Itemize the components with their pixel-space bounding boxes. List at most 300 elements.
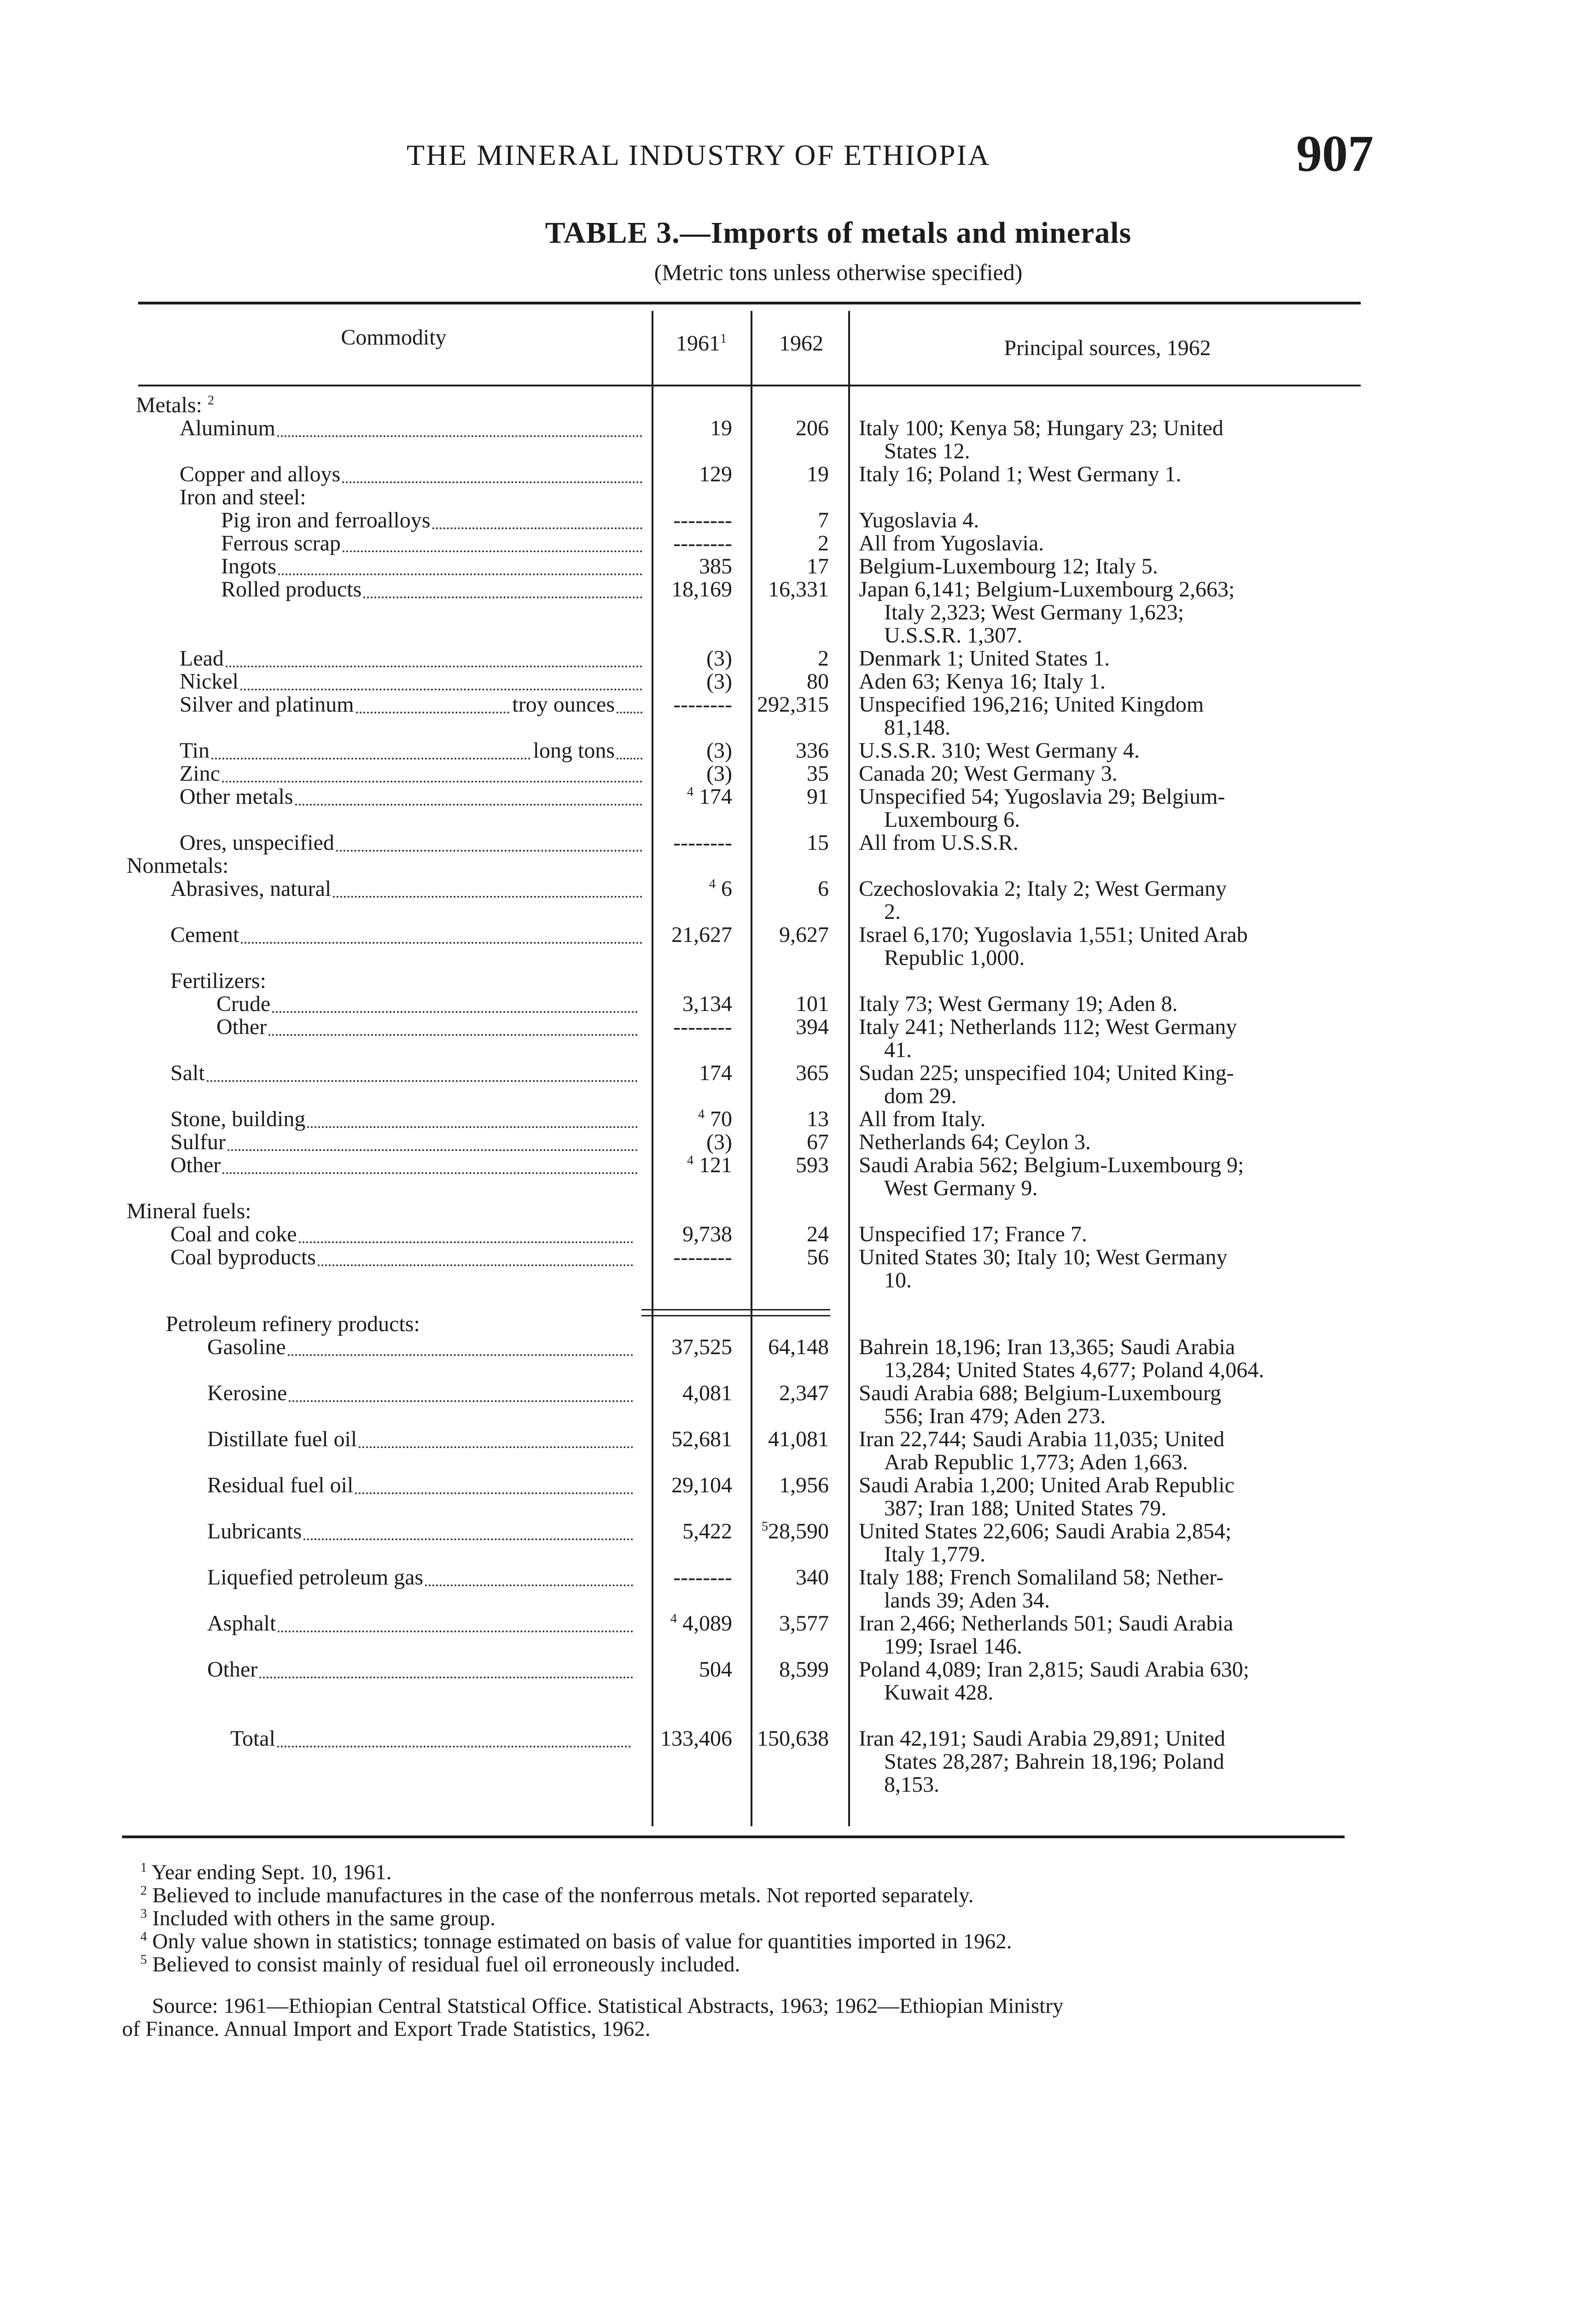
column-rule-3 (848, 311, 850, 1826)
principal-sources (859, 1566, 1365, 1612)
dot-leader (355, 1492, 633, 1494)
value-1962 (807, 1223, 829, 1246)
value-1961-text: (3) (706, 1130, 732, 1154)
value-1961 (687, 1154, 732, 1177)
source-line: Japan 6,141; Belgium-Luxembourg 2,663; (859, 577, 1235, 602)
source-line: U.S.S.R. 310; West Germany 4. (859, 738, 1140, 763)
principal-sources (859, 1727, 1365, 1796)
dot-leader (299, 1241, 633, 1243)
value-1961 (673, 1566, 732, 1589)
value-1961 (710, 417, 732, 440)
principal-sources (859, 670, 1365, 693)
principal-sources (859, 877, 1365, 924)
principal-sources (859, 1474, 1365, 1520)
value-1962-text: 8,599 (779, 1657, 829, 1682)
dot-leader (272, 1011, 638, 1013)
table-top-rule (138, 302, 1361, 304)
value-1962 (818, 647, 829, 670)
row-label: Coal and coke (170, 1222, 297, 1246)
header-sources: Principal sources, 1962 (1004, 336, 1211, 360)
row-label: Distillate fuel oil (207, 1427, 357, 1451)
row-label: Sulfur (170, 1130, 226, 1154)
row-label: Coal byproducts (170, 1245, 316, 1269)
value-1962-text: 19 (807, 462, 829, 486)
row-label: Zinc (180, 761, 220, 786)
value-1962-text: 64,148 (768, 1335, 829, 1359)
principal-sources (859, 647, 1365, 670)
value-1962 (807, 1131, 829, 1154)
value-1961-text: 18,169 (671, 577, 732, 602)
source-line: Italy 188; French Somaliland 58; Nether- (859, 1565, 1224, 1590)
source-line: West Germany 9. (884, 1176, 1038, 1200)
value-1962-text: 56 (807, 1245, 829, 1269)
principal-sources (859, 693, 1365, 739)
dot-leader (259, 1677, 633, 1678)
dot-leader (277, 1746, 631, 1748)
value-1961 (682, 993, 732, 1016)
value-1961-text: 3,134 (682, 992, 732, 1016)
value-1962 (807, 463, 829, 486)
row-label: Stone, building (170, 1107, 306, 1131)
footnote-text: Included with others in the same group. (152, 1906, 496, 1930)
value-1962-text: 6 (818, 877, 829, 901)
row-label: Mineral fuels: (127, 1199, 251, 1223)
footnote (140, 1884, 973, 1907)
column-rule-1 (652, 311, 653, 1826)
dot-leader (227, 1149, 638, 1151)
source-line: United States 22,606; Saudi Arabia 2,854; (859, 1519, 1232, 1543)
value-1961 (673, 1246, 732, 1269)
value-1961 (671, 578, 732, 601)
source-line: Aden 63; Kenya 16; Italy 1. (859, 669, 1106, 694)
row-label: Kerosine (207, 1381, 287, 1405)
value-1961-text: 121 (699, 1153, 732, 1177)
value-1961 (687, 785, 732, 808)
principal-sources (859, 417, 1365, 463)
value-1961 (706, 1131, 732, 1154)
value-1962-text: 206 (796, 416, 829, 440)
row-label: Nickel (180, 669, 239, 694)
value-1962 (807, 1246, 829, 1269)
dot-leader (359, 1446, 633, 1448)
value-1961 (706, 762, 732, 785)
dot-leader (268, 1034, 638, 1036)
value-1961 (673, 693, 732, 716)
page-number: 907 (1296, 125, 1374, 182)
value-1961 (660, 1727, 732, 1750)
footnote-mark: 2 (140, 1883, 147, 1898)
principal-sources (859, 785, 1365, 831)
source-line: 2. (884, 900, 901, 924)
dot-leader (211, 758, 530, 760)
value-1962 (779, 1474, 829, 1497)
dot-leader (342, 481, 642, 483)
footnote-text: Believed to consist mainly of residual fuel oil erroneously included. (152, 1952, 740, 1976)
footnote-text: Believed to include manufactures in the case of the nonferrous metals. Not reported separately. (152, 1883, 974, 1907)
dot-leader (425, 1584, 633, 1586)
value-1961-text: 133,406 (660, 1726, 732, 1751)
value-1962 (779, 924, 829, 947)
value-1961-text: 174 (699, 784, 732, 809)
value-1962-text: 13 (807, 1107, 829, 1131)
source-line: Belgium-Luxembourg 12; Italy 5. (859, 554, 1158, 579)
value-1962-text: 9,627 (779, 923, 829, 947)
value-1961 (670, 1612, 732, 1635)
dot-leader (222, 781, 642, 783)
value-1961-text: -------- (673, 1015, 732, 1039)
dot-leader (356, 712, 510, 713)
principal-sources (859, 739, 1365, 762)
source-line: Luxembourg 6. (884, 807, 1020, 832)
dot-leader (432, 527, 642, 529)
dot-leader (278, 573, 642, 575)
value-1962 (807, 555, 829, 578)
value-1961 (699, 1658, 732, 1681)
value-1961-text: -------- (673, 1245, 732, 1269)
value-1962 (779, 1658, 829, 1681)
source-line: States 28,287; Bahrein 18,196; Poland (884, 1749, 1224, 1774)
value-1961-text: 6 (721, 877, 732, 901)
value-1961-note: 4 (687, 1153, 693, 1168)
value-1961-text: 4,081 (682, 1381, 732, 1405)
value-1962-text: 150,638 (757, 1726, 829, 1751)
dot-leader (333, 896, 642, 898)
footnote-mark: 5 (140, 1952, 147, 1967)
subtotal-rule-1962-b (736, 1315, 830, 1316)
value-1961-text: 504 (699, 1657, 732, 1682)
dot-leader (617, 758, 642, 760)
value-1961 (671, 1428, 732, 1451)
table-subtitle: (Metric tons unless otherwise specified) (654, 259, 1023, 285)
value-1961-text: (3) (706, 646, 732, 671)
source-line: Iran 42,191; Saudi Arabia 29,891; United (859, 1726, 1225, 1751)
row-label: Petroleum refinery products: (166, 1312, 420, 1336)
row-label: Other (207, 1657, 258, 1682)
value-1962 (768, 578, 829, 601)
principal-sources (859, 1016, 1365, 1062)
dot-leader (226, 666, 642, 667)
value-1961-note: 4 (670, 1612, 677, 1626)
value-1962-text: 340 (796, 1565, 829, 1590)
value-1962 (807, 762, 829, 785)
principal-sources (859, 1382, 1365, 1428)
row-label: Silver and platinum (180, 692, 354, 717)
principal-sources (859, 509, 1365, 532)
source-line: Source: 1961—Ethiopian Central Statstical Office. Statistical Abstracts, 1963; 1962—Ethiopian Ministry (152, 1994, 1064, 2018)
value-1961-text: -------- (673, 1565, 732, 1590)
value-1961-text: 21,627 (671, 923, 732, 947)
source-line: Italy 2,323; West Germany 1,623; (884, 600, 1184, 625)
value-1962-text: 365 (796, 1061, 829, 1085)
value-1962 (779, 1612, 829, 1635)
source-line: 10. (884, 1268, 912, 1292)
value-1962 (762, 1520, 829, 1543)
source-line: Israel 6,170; Yugoslavia 1,551; United Arab (859, 923, 1248, 947)
value-1962 (796, 417, 829, 440)
source-line: Denmark 1; United States 1. (859, 646, 1110, 671)
header-1962: 1962 (779, 331, 823, 356)
row-label: Other (170, 1153, 221, 1177)
value-1961 (673, 532, 732, 555)
value-1962-text: 3,577 (779, 1611, 829, 1636)
value-1961-note: 4 (709, 877, 716, 891)
value-1962 (818, 877, 829, 900)
footnote-mark: 1 (140, 1860, 147, 1875)
value-1961 (706, 739, 732, 762)
value-1962-text: 7 (818, 508, 829, 532)
source-line: States 12. (884, 439, 970, 463)
dot-leader (363, 596, 642, 598)
value-1961 (699, 1062, 732, 1085)
row-label: Salt (170, 1061, 205, 1085)
value-1962-text: 41,081 (768, 1427, 829, 1451)
value-1962 (818, 532, 829, 555)
running-head-title: THE MINERAL INDUSTRY OF ETHIOPIA (407, 139, 991, 171)
row-label: Metals: $^2$ (136, 393, 214, 417)
value-1961 (709, 877, 732, 900)
principal-sources (859, 993, 1365, 1016)
value-1961-text: (3) (706, 738, 732, 763)
value-1962-text: 2 (818, 646, 829, 671)
row-label: Aluminum (180, 416, 276, 440)
row-label: Lead (180, 646, 224, 671)
footnote-text: Only value shown in statistics; tonnage estimated on basis of value for quantities imported in 1962. (152, 1929, 1012, 1953)
value-1961 (671, 1474, 732, 1497)
value-1961-text: -------- (673, 692, 732, 717)
dot-leader (318, 1264, 633, 1266)
value-1961-text: 385 (699, 554, 732, 579)
value-1962 (768, 1336, 829, 1359)
principal-sources (859, 532, 1365, 555)
source-line: Czechoslovakia 2; Italy 2; West Germany (859, 877, 1227, 901)
value-1962-text: 80 (807, 669, 829, 694)
column-rule-2 (751, 311, 752, 1826)
value-1961 (671, 924, 732, 947)
subtotal-rule-1962 (736, 1309, 830, 1310)
value-1962-text: 292,315 (757, 692, 829, 717)
principal-sources (859, 1520, 1365, 1566)
dot-leader (343, 550, 642, 552)
value-1961 (673, 1016, 732, 1039)
source-line: Italy 100; Kenya 58; Hungary 23; United (859, 416, 1223, 440)
row-label: Iron and steel: (180, 485, 306, 509)
value-1962 (818, 509, 829, 532)
source-line: 8,153. (884, 1772, 939, 1797)
value-1961 (698, 1108, 732, 1131)
value-1962-text: 15 (807, 830, 829, 855)
table-bottom-rule (122, 1835, 1345, 1838)
principal-sources (859, 924, 1365, 970)
source-line: dom 29. (884, 1084, 957, 1108)
principal-sources (859, 1062, 1365, 1108)
value-1962-text: 35 (807, 761, 829, 786)
value-1961 (682, 1382, 732, 1405)
source-line: 387; Iran 188; United States 79. (884, 1496, 1167, 1520)
value-1962 (779, 1382, 829, 1405)
source-line: Republic 1,000. (884, 946, 1025, 970)
value-1962-text: 16,331 (768, 577, 829, 602)
dot-leader (277, 435, 642, 437)
value-1962-text: 593 (796, 1153, 829, 1177)
value-1962-text: 101 (796, 992, 829, 1016)
header-1961-note: 1 (720, 332, 727, 346)
value-1962-text: 17 (807, 554, 829, 579)
source-line: Sudan 225; unspecified 104; United King- (859, 1061, 1234, 1085)
principal-sources (859, 1612, 1365, 1658)
source-line: of Finance. Annual Import and Export Trade Statistics, 1962. (122, 2017, 651, 2041)
source-line: Netherlands 64; Ceylon 3. (859, 1130, 1091, 1154)
principal-sources (859, 762, 1365, 785)
principal-sources (859, 578, 1365, 647)
source-line: 199; Israel 146. (884, 1634, 1022, 1659)
row-label: Cement (170, 923, 239, 947)
footnote-mark: 3 (140, 1906, 147, 1921)
row-label: Rolled products (221, 577, 362, 602)
value-1962-note: 5 (762, 1520, 768, 1534)
dot-leader (617, 712, 642, 713)
principal-sources (859, 463, 1365, 486)
value-1961 (699, 463, 732, 486)
value-1962 (807, 785, 829, 808)
row-label: Gasoline (207, 1335, 286, 1359)
value-1962 (796, 1062, 829, 1085)
footnote-mark: 4 (140, 1929, 147, 1944)
source-line: Italy 73; West Germany 19; Aden 8. (859, 992, 1178, 1016)
source-line: Iran 22,744; Saudi Arabia 11,035; United (859, 1427, 1225, 1451)
value-1962-text: 28,590 (768, 1519, 829, 1543)
dot-leader (307, 1126, 638, 1128)
source-line: Saudi Arabia 562; Belgium-Luxembourg 9; (859, 1153, 1244, 1177)
row-label: Residual fuel oil (207, 1473, 354, 1497)
row-label: Asphalt (207, 1611, 276, 1636)
footnote (140, 1953, 740, 1976)
row-label: Tin (180, 738, 210, 763)
source-line: All from Italy. (859, 1107, 986, 1131)
source-line: Unspecified 54; Yugoslavia 29; Belgium- (859, 784, 1225, 809)
header-commodity: Commodity (341, 325, 447, 350)
dot-leader (336, 850, 642, 852)
value-1962 (796, 1566, 829, 1589)
source-line: 41. (884, 1038, 912, 1062)
source-line: Poland 4,089; Iran 2,815; Saudi Arabia 630; (859, 1657, 1249, 1682)
row-label: Pig iron and ferroalloys (221, 508, 431, 532)
source-line: Yugoslavia 4. (859, 508, 979, 532)
value-1962-text: 1,956 (779, 1473, 829, 1497)
row-label: Total (230, 1726, 275, 1751)
value-1961-text: -------- (673, 508, 732, 532)
value-1961 (706, 647, 732, 670)
row-label: Crude (216, 992, 271, 1016)
source-line: Italy 1,779. (884, 1542, 985, 1567)
value-1961-text: 37,525 (671, 1335, 732, 1359)
subtotal-rule-1961 (641, 1309, 736, 1310)
value-1961-text: (3) (706, 761, 732, 786)
row-label-note: 2 (207, 393, 214, 408)
principal-sources (859, 1428, 1365, 1474)
source-line: Italy 241; Netherlands 112; West Germany (859, 1015, 1237, 1039)
row-label: Fertilizers: (170, 969, 266, 993)
row-label: Liquefied petroleum gas (207, 1565, 424, 1590)
source-line: lands 39; Aden 34. (884, 1588, 1050, 1613)
row-label: Nonmetals: (127, 853, 229, 878)
principal-sources (859, 831, 1365, 854)
source-line: Unspecified 196,216; United Kingdom (859, 692, 1204, 717)
value-1961-text: -------- (673, 830, 732, 855)
value-1961-text: 9,738 (682, 1222, 732, 1246)
footnote (140, 1907, 495, 1930)
value-1962-text: 24 (807, 1222, 829, 1246)
value-1961 (673, 831, 732, 854)
value-1961-note: 4 (687, 785, 693, 799)
dot-leader (240, 689, 642, 690)
principal-sources (859, 555, 1365, 578)
value-1962 (796, 993, 829, 1016)
value-1961-text: 70 (710, 1107, 732, 1131)
subtotal-rule-1961-b (641, 1315, 736, 1316)
principal-sources (859, 1108, 1365, 1131)
value-1962 (796, 739, 829, 762)
dot-leader (278, 1631, 633, 1632)
source-line: Saudi Arabia 688; Belgium-Luxembourg (859, 1381, 1222, 1405)
source-line: 13,284; United States 4,677; Poland 4,064. (884, 1358, 1264, 1382)
value-1962 (757, 693, 829, 716)
dot-leader (288, 1354, 633, 1356)
value-1961-text: 174 (699, 1061, 732, 1085)
source-line: 556; Iran 479; Aden 273. (884, 1404, 1106, 1428)
value-1962-text: 394 (796, 1015, 829, 1039)
dot-leader (303, 1538, 633, 1540)
row-label: Other (216, 1015, 267, 1039)
principal-sources (859, 1223, 1365, 1246)
value-1962 (807, 1108, 829, 1131)
header-1961-label: 1961 (676, 331, 720, 356)
value-1961-note: 4 (698, 1107, 705, 1122)
source-line: Bahrein 18,196; Iran 13,365; Saudi Arabia (859, 1335, 1235, 1359)
value-1961 (682, 1520, 732, 1543)
header-rule (138, 385, 1361, 386)
value-1961 (673, 509, 732, 532)
row-label: Ingots (221, 554, 276, 579)
value-1961 (699, 555, 732, 578)
source-line: U.S.S.R. 1,307. (884, 623, 1023, 648)
value-1961-text: (3) (706, 669, 732, 694)
dot-leader (241, 942, 642, 944)
source-line: Unspecified 17; France 7. (859, 1222, 1087, 1246)
header-1961 (653, 331, 750, 356)
value-1962-text: 336 (796, 738, 829, 763)
footnote-text: Year ending Sept. 10, 1961. (151, 1860, 392, 1884)
value-1962-text: 2 (818, 531, 829, 555)
dot-leader (222, 1172, 638, 1174)
source-line: Iran 2,466; Netherlands 501; Saudi Arabia (859, 1611, 1234, 1636)
source-line: Arab Republic 1,773; Aden 1,663. (884, 1450, 1188, 1474)
dot-leader (295, 804, 642, 806)
source-line: 81,148. (884, 715, 950, 740)
table-title: TABLE 3.—Imports of metals and minerals (545, 216, 1132, 250)
value-1962 (807, 831, 829, 854)
value-1962 (757, 1727, 829, 1750)
dot-leader (207, 1080, 638, 1082)
footnote (140, 1861, 391, 1884)
principal-sources (859, 1246, 1365, 1292)
source-line: United States 30; Italy 10; West Germany (859, 1245, 1228, 1269)
source-line: All from U.S.S.R. (859, 830, 1019, 855)
value-1962-text: 2,347 (779, 1381, 829, 1405)
source-line: Saudi Arabia 1,200; United Arab Republic (859, 1473, 1235, 1497)
row-unit: long tons (533, 738, 615, 763)
source-line: Italy 16; Poland 1; West Germany 1. (859, 462, 1182, 486)
value-1961 (671, 1336, 732, 1359)
